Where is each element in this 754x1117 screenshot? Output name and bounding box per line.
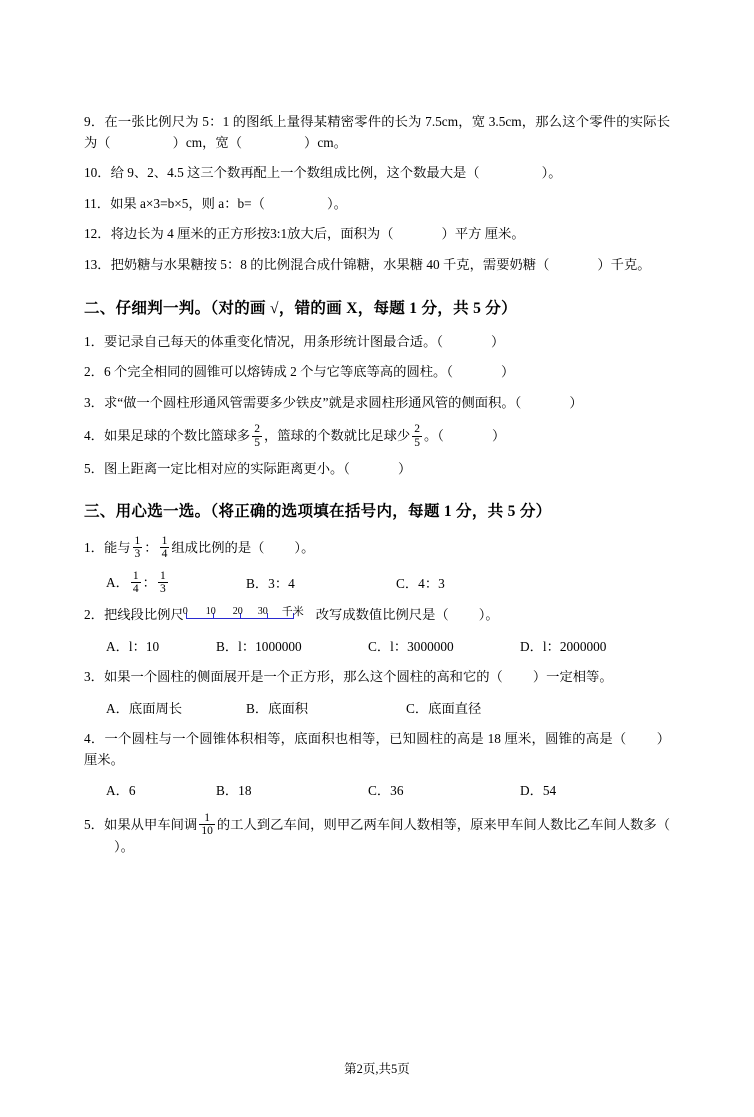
choice-1-colon: ： xyxy=(144,540,158,556)
choice-3-option-b[interactable]: B．底面积 xyxy=(246,700,309,716)
judge-5-paren-close: ） xyxy=(397,460,412,476)
choice-1-option-a[interactable]: A． $\frac{1}{4}$ ： $\frac{1}{3}$ xyxy=(106,570,166,596)
ruler-label-30: 30 xyxy=(257,606,268,618)
judge-1-text: 要记录自己每天的体重变化情况，用条形统计图最合适。 xyxy=(103,333,437,349)
judge-4-text-before: 如果足球的个数比篮球多 xyxy=(103,428,251,444)
choice-5-num: 5． xyxy=(84,816,105,832)
judge-4-text-middle: ，篮球的个数就比足球少 xyxy=(263,428,411,444)
ruler-label-0: 0 xyxy=(182,606,188,618)
judge-2-text: 6 个完全相同的圆锥可以熔铸成 2 个与它等底等高的圆柱。 xyxy=(103,364,447,380)
question-9-num: 9． xyxy=(84,114,105,129)
fraction-two-fifths: $\frac{2}{5}$ xyxy=(414,423,420,449)
question-11-num: 11． xyxy=(84,195,111,211)
fraction-one-third: $\frac{1}{3}$ xyxy=(159,570,166,596)
choice-3-text: 如果一个圆柱的侧面展开是一个正方形，那么这个圆柱的高和它的（ xyxy=(103,669,503,685)
choice-5-text-end: ）。 xyxy=(114,838,134,854)
choice-1-text-end: ）。 xyxy=(294,540,315,556)
choice-1-text-before: 能与 xyxy=(103,540,131,556)
choice-question-3 xyxy=(84,667,670,688)
judge-3-num: 3． xyxy=(84,394,104,410)
choice-3-text-after: ）一定相等。 xyxy=(532,669,613,685)
ruler-label-10: 10 xyxy=(205,606,216,618)
fraction-one-third: $\frac{1}{3}$ xyxy=(134,535,141,561)
choice-5-text-before: 如果从甲车间调 xyxy=(104,816,198,832)
judge-5-paren-open: （ xyxy=(343,460,350,476)
question-13-text-1: 把奶糖与水果糖按 5：8 的比例混合成什锦糖，水果糖 40 千克，需要奶糖（ xyxy=(110,257,550,273)
judge-4-text-after: 。 xyxy=(423,428,438,444)
choice-4-option-d[interactable]: D．54 xyxy=(520,783,557,799)
choice-1-option-b[interactable]: B．3：4 xyxy=(246,575,295,591)
question-13-text-2: ）千克。 xyxy=(597,257,651,273)
choice-2-option-a[interactable]: A．l：10 xyxy=(106,639,160,655)
choice-question-1 xyxy=(84,535,670,560)
judge-3-paren-close: ） xyxy=(569,394,583,410)
choice-4-text: 一个圆柱与一个圆锥体积相等，底面积也相等，已知圆柱的高是 18 厘米，圆锥的高是（ xyxy=(104,731,627,747)
judge-question-2 xyxy=(84,362,670,383)
judge-1-num: 1． xyxy=(84,333,104,349)
choice-3-option-a[interactable]: A．底面周长 xyxy=(106,700,183,716)
choice-1-option-c[interactable]: C．4：3 xyxy=(396,575,445,591)
question-12-text-1: 将边长为 4 厘米的正方形按3:1放大后，面积为（ xyxy=(110,226,394,242)
question-11 xyxy=(84,194,670,215)
section-three-title: 三、用心选一选。（将正确的选项填在括号内，每题 1 分，共 5 分） xyxy=(84,503,552,521)
question-12-text-2: ）平方 厘米。 xyxy=(441,226,525,242)
page-content xyxy=(84,112,670,867)
judge-5-text: 图上距离一定比相对应的实际距离更小。 xyxy=(103,460,344,476)
question-13-num: 13． xyxy=(84,257,111,273)
judge-5-num: 5． xyxy=(84,460,104,476)
choice-1-options xyxy=(84,570,670,595)
question-9-text-3: ）cm。 xyxy=(304,134,347,150)
choice-4-num: 4． xyxy=(84,731,105,747)
choice-4-option-b[interactable]: B．18 xyxy=(216,783,252,799)
ruler-unit-label: 千米 xyxy=(281,606,304,619)
choice-4-options xyxy=(84,780,670,801)
choice-question-4 xyxy=(84,729,670,770)
choice-question-5 xyxy=(84,812,670,858)
choice-2-num: 2． xyxy=(84,607,104,623)
choice-5-text-after: 的工人到乙车间，则甲乙两车间人数相等，原来甲车间人数比乙车间人数多（ xyxy=(216,816,671,832)
judge-question-4 xyxy=(84,423,670,448)
choice-3-num: 3． xyxy=(84,669,104,685)
question-10-text-1: 给 9、2、4.5 这三个数再配上一个数组成比例，这个数最大是（ xyxy=(110,165,480,181)
fraction-one-quarter: $\frac{1}{4}$ xyxy=(161,535,168,561)
choice-2-options xyxy=(84,636,670,657)
choice-3-options xyxy=(84,698,670,719)
judge-1-paren-open: （ xyxy=(436,333,444,349)
fraction-two-fifths: $\frac{2}{5}$ xyxy=(254,423,260,449)
choice-2-option-b[interactable]: B．l：1000000 xyxy=(216,639,302,655)
question-12-num: 12． xyxy=(84,226,111,242)
judge-2-paren-open: （ xyxy=(446,364,454,380)
question-11-text-2: ）。 xyxy=(326,195,347,211)
choice-2-option-c[interactable]: C．l：3000000 xyxy=(368,639,454,655)
judge-3-paren-open: （ xyxy=(514,394,522,410)
choice-4-text-after: ）厘米。 xyxy=(84,731,670,767)
section-two-title: 二、仔细判一判。（对的画 √，错的画 X，每题 1 分，共 5 分） xyxy=(84,299,517,317)
question-10 xyxy=(84,163,670,184)
choice-2-text-before: 把线段比例尺 xyxy=(103,607,184,623)
scale-ruler-figure xyxy=(182,605,314,623)
choice-1-text-after: 组成比例的是（ xyxy=(171,540,265,556)
judge-1-paren-close: ） xyxy=(491,333,505,349)
choice-question-2 xyxy=(84,605,670,626)
question-9-text-1: 在一张比例尺为 5：1 的图纸上量得某精密零件的长为 7.5cm，宽 3.5cm，那么这个零件的实际长为（ xyxy=(84,114,670,150)
judge-2-num: 2． xyxy=(84,364,104,380)
judge-question-3 xyxy=(84,393,670,414)
judge-question-1 xyxy=(84,332,670,353)
choice-3-option-c[interactable]: C．底面直径 xyxy=(406,700,482,716)
question-11-text-1: 如果 a×3=b×5，则 a：b=（ xyxy=(110,195,265,211)
choice-1-num: 1． xyxy=(84,540,104,556)
question-10-text-2: ）。 xyxy=(541,165,562,181)
fraction-one-tenth: $\frac{1}{10}$ xyxy=(201,811,213,837)
choice-2-text-after: 改写成数值比例尺是（ xyxy=(315,607,449,623)
choice-4-option-a[interactable]: A．6 xyxy=(106,783,136,799)
judge-4-paren-open: （ xyxy=(437,428,444,444)
fraction-one-quarter: $\frac{1}{4}$ xyxy=(132,570,139,596)
question-9-text-2: ）cm，宽（ xyxy=(172,134,243,150)
judge-question-5 xyxy=(84,459,670,480)
ruler-label-20: 20 xyxy=(232,606,243,618)
question-12 xyxy=(84,224,670,245)
page-footer xyxy=(0,1058,754,1078)
question-9 xyxy=(84,112,670,153)
judge-4-paren-close: ） xyxy=(491,428,506,444)
choice-2-option-d[interactable]: D．l：2000000 xyxy=(520,639,607,655)
question-10-num: 10． xyxy=(84,165,111,181)
judge-3-text: 求“做一个圆柱形通风管需要多少铁皮”就是求圆柱形通风管的侧面积。 xyxy=(103,394,515,410)
page-number: 第2页,共5页 xyxy=(344,1062,410,1076)
judge-4-num: 4． xyxy=(84,428,104,444)
question-13 xyxy=(84,255,670,276)
judge-2-paren-close: ） xyxy=(501,364,515,380)
choice-2-text-end: ）。 xyxy=(478,607,499,623)
choice-4-option-c[interactable]: C．36 xyxy=(368,783,404,799)
